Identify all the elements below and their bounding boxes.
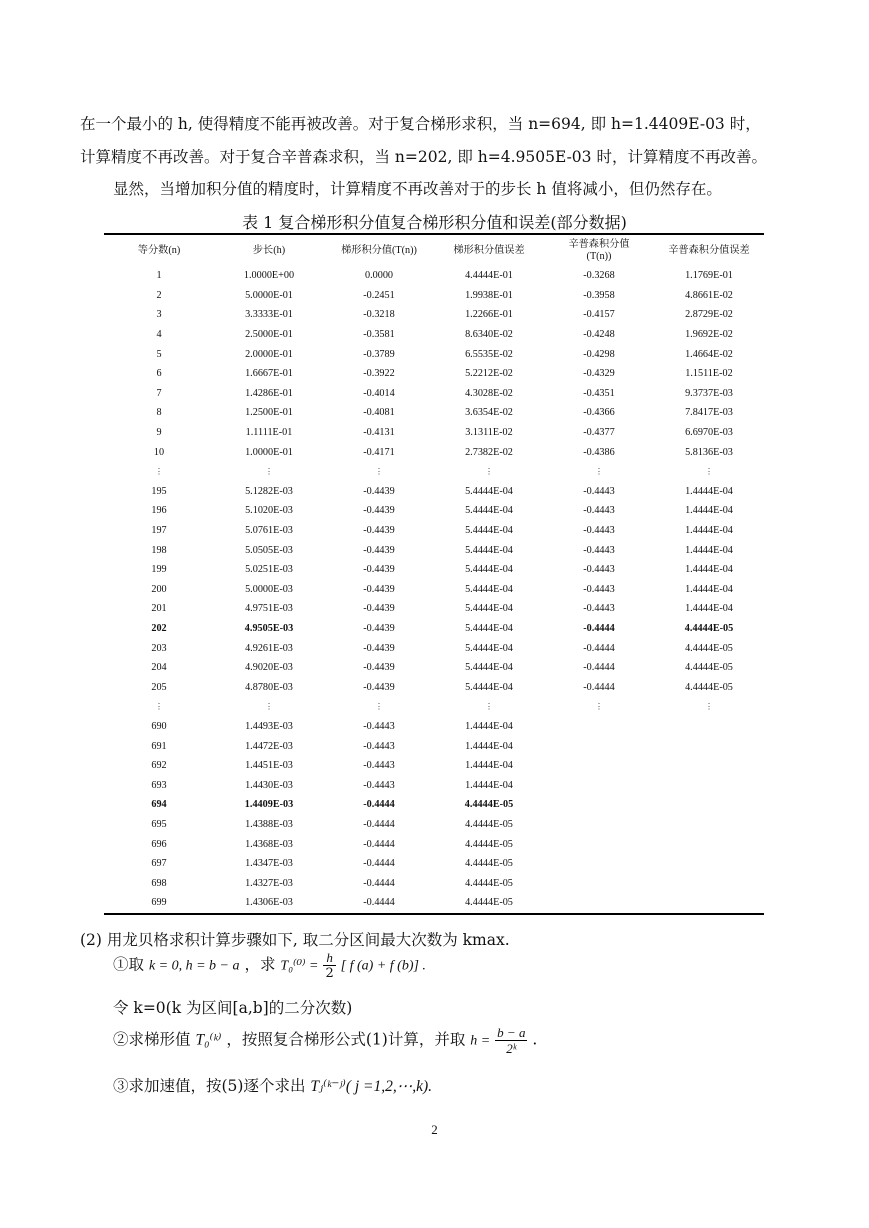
cell-s [544,756,654,776]
cell-h: 1.4388E-03 [245,818,293,830]
cell-t: -0.4443 [363,779,395,791]
cell-n: 694 [151,799,167,811]
table-top-rule [104,233,764,235]
cell-te: 4.4444E-05 [465,838,513,850]
cell-t: -0.4443 [363,740,395,752]
cell-s: -0.4443 [583,505,615,517]
step2-mid: ，按照复合梯形公式(1)计算，并取 [226,1030,466,1049]
cell-t: -0.4444 [363,897,395,909]
cell-n: 698 [151,877,167,889]
cell-t: -0.3922 [363,368,395,380]
step1-frac-den: 2 [325,966,334,981]
cell-s [544,854,654,874]
table-row [104,540,764,560]
table-row [104,854,764,874]
cell-se: 4.4444E-05 [685,642,733,654]
cell-se: 1.4444E-04 [685,603,733,615]
cell-h: ⋮ [265,701,273,711]
cell-te: 1.4444E-04 [465,720,513,732]
cell-se: 7.8417E-03 [685,407,733,419]
table-row [104,305,764,325]
cell-s: -0.4298 [583,348,615,360]
cell-n: 202 [151,622,167,634]
table-ellipsis-row [104,462,764,482]
table-bottom-rule [104,913,764,915]
cell-s [544,795,654,815]
step1b-line: 令 k=0(k 为区间[a,b]的二分次数) [113,999,353,1017]
cell-s: -0.3958 [583,289,615,301]
cell-s: -0.4443 [583,525,615,537]
cell-se: 1.4664E-02 [685,348,733,360]
cell-t: -0.4439 [363,603,395,615]
cell-h: 5.0251E-03 [245,564,293,576]
table-row [104,325,764,345]
cell-s: -0.4443 [583,583,615,595]
cell-s [544,736,654,756]
cell-te: 1.4444E-04 [465,760,513,772]
intro-line-3: 显然，当增加积分值的精度时，计算精度不再改善对于的步长 h 值将减小，但仍然存在。 [113,180,722,198]
cell-t: -0.4081 [363,407,395,419]
table-row [104,775,764,795]
table-row [104,403,764,423]
cell-s: -0.4444 [583,622,615,634]
cell-n: 697 [151,858,167,870]
cell-s [544,893,654,913]
step2-fraction [495,1025,527,1056]
table-row [104,364,764,384]
cell-h: ⋮ [265,466,273,476]
cell-se [654,736,764,756]
cell-n: 1 [156,270,162,282]
step2-frac-num: b − a [497,1025,526,1040]
cell-se: 4.4444E-05 [685,681,733,693]
table-row [104,599,764,619]
cell-te: 4.4444E-05 [465,858,513,870]
cell-n: 693 [151,779,167,791]
cell-t: -0.4439 [363,622,395,634]
cell-te: 4.4444E-01 [465,270,513,282]
cell-h: 1.4451E-03 [245,760,293,772]
step1-prefix: ①取 [113,955,145,974]
cell-s: -0.3268 [583,270,615,282]
table-row [104,266,764,286]
cell-se: 1.1511E-02 [685,368,733,380]
cell-s: -0.4443 [583,603,615,615]
cell-n: 197 [151,525,167,537]
cell-se: 4.4444E-05 [684,622,734,634]
step2-prefix: ②求梯形值 [113,1030,191,1049]
cell-t: -0.4014 [363,387,395,399]
cell-te: 5.4444E-04 [465,564,513,576]
cell-n: 4 [156,329,162,341]
table-ellipsis-row [104,697,764,717]
step1-frac-num: h [323,950,335,966]
cell-t: -0.4131 [363,427,395,439]
cell-h: 1.4327E-03 [245,877,293,889]
cell-n: 205 [151,681,167,693]
cell-n: 196 [151,505,167,517]
cell-h: 1.4472E-03 [245,740,293,752]
cell-se [654,795,764,815]
cell-te: 5.4444E-04 [465,622,513,634]
cell-te: 6.5535E-02 [465,348,513,360]
step1-line [113,950,426,981]
table-row [104,344,764,364]
step2-lhs: h = [470,1033,491,1049]
table-row [104,619,764,639]
cell-h: 1.4306E-03 [245,897,293,909]
cell-s: ⋮ [595,466,603,476]
cell-se [654,873,764,893]
cell-h: 5.0761E-03 [245,525,293,537]
cell-te: 5.4444E-04 [465,544,513,556]
cell-te: 4.4444E-05 [465,897,513,909]
table-row [104,423,764,443]
table-row [104,521,764,541]
cell-t: 0.0000 [364,270,393,282]
cell-s: -0.4157 [583,309,615,321]
cell-n: 195 [151,485,167,497]
cell-se: 1.4444E-04 [685,525,733,537]
cell-s: -0.4248 [583,329,615,341]
step2-sym: T₀⁽ᵏ⁾ [195,1031,222,1049]
cell-te: 5.4444E-04 [465,603,513,615]
cell-n: 204 [151,662,167,674]
cell-se: 2.8729E-02 [685,309,733,321]
cell-te: 5.4444E-04 [465,583,513,595]
step1-lhs: T₀⁽⁰⁾ = [280,958,319,974]
cell-h: 4.8780E-03 [245,681,293,693]
cell-se [654,815,764,835]
step3-line [113,1074,432,1096]
cell-se: 1.9692E-02 [685,329,733,341]
cell-h: 1.4409E-03 [244,799,294,811]
table-row [104,482,764,502]
cell-h: 1.0000E-01 [245,446,293,458]
cell-t: -0.2451 [363,289,395,301]
cell-h: 4.9505E-03 [244,622,294,634]
cell-s: -0.4443 [583,544,615,556]
cell-t: -0.4439 [363,564,395,576]
table-row [104,384,764,404]
cell-te: 8.6340E-02 [465,329,513,341]
cell-h: 1.4430E-03 [245,779,293,791]
cell-t: ⋮ [375,701,383,711]
cell-s: -0.4329 [583,368,615,380]
cell-h: 1.1111E-01 [245,427,293,439]
cell-se [654,756,764,776]
header-simpson: 辛普森积分值 (T(n)) [568,239,630,262]
cell-t: -0.4439 [363,525,395,537]
cell-t: -0.4171 [363,446,395,458]
cell-t: -0.4443 [363,720,395,732]
table-row [104,893,764,913]
table-row [104,442,764,462]
header-simpson-error: 辛普森积分值误差 [668,245,750,256]
cell-s: -0.4443 [583,564,615,576]
cell-te: ⋮ [485,701,493,711]
table-caption: 表 1 复合梯形积分值复合梯形积分值和误差(部分数据) [242,213,627,232]
cell-n: 201 [151,603,167,615]
cell-s: -0.4377 [583,427,615,439]
step3-math: Tⱼ⁽ᵏ⁻ʲ⁾( j =1,2,⋯,k). [310,1078,433,1095]
cell-te: 5.4444E-04 [465,505,513,517]
cell-s: -0.4443 [583,485,615,497]
cell-s [544,834,654,854]
table-row [104,560,764,580]
cell-te: 3.6354E-02 [465,407,513,419]
cell-te: 4.4444E-05 [464,799,514,811]
cell-s: -0.4366 [583,407,615,419]
cell-te: 4.4444E-05 [465,877,513,889]
step1-rhs: [ f (a) + f (b)] . [340,958,426,974]
header-trap-error: 梯形积分值误差 [453,245,525,256]
cell-h: 1.4493E-03 [245,720,293,732]
cell-t: -0.4439 [363,505,395,517]
cell-t: -0.3581 [363,329,395,341]
cell-n: 7 [156,387,162,399]
cell-te: 5.2212E-02 [465,368,513,380]
step2-end: . [532,1030,538,1049]
table-row [104,580,764,600]
cell-s [544,717,654,737]
cell-h: 5.1282E-03 [245,485,293,497]
step2-line [113,1025,537,1056]
step1-math: k = 0, h = b − a [148,958,240,974]
cell-h: 5.0000E-03 [245,583,293,595]
cell-n: 696 [151,838,167,850]
cell-h: 3.3333E-01 [245,309,293,321]
table-row [104,815,764,835]
table-row [104,501,764,521]
table-row [104,873,764,893]
cell-t: -0.4439 [363,681,395,693]
table-row [104,795,764,815]
cell-n: 9 [156,427,162,439]
cell-t: -0.3789 [363,348,395,360]
data-table [104,236,764,913]
cell-n: 5 [156,348,162,360]
table-row [104,286,764,306]
cell-h: 4.9020E-03 [245,662,293,674]
cell-h: 5.0000E-01 [245,289,293,301]
step1-fraction [323,950,335,981]
cell-n: 692 [151,760,167,772]
cell-n: 691 [151,740,167,752]
cell-t: -0.4439 [363,642,395,654]
cell-te: 1.4444E-04 [465,779,513,791]
cell-n: 690 [151,720,167,732]
table-row [104,736,764,756]
cell-se: 1.4444E-04 [685,505,733,517]
cell-n: 2 [156,289,162,301]
cell-s: -0.4351 [583,387,615,399]
cell-n: ⋮ [155,701,163,711]
cell-se: 4.4444E-05 [685,662,733,674]
table-row [104,677,764,697]
cell-t: -0.3218 [363,309,395,321]
cell-n: 6 [156,368,162,380]
intro-line-1: 在一个最小的 h, 使得精度不能再被改善。对于复合梯形求积，当 n=694, 即 h=1.4409E-03 时， [80,115,761,133]
cell-te: 5.4444E-04 [465,642,513,654]
cell-se [654,893,764,913]
cell-h: 2.0000E-01 [245,348,293,360]
cell-t: -0.4439 [363,583,395,595]
cell-te: 4.3028E-02 [465,387,513,399]
cell-se [654,854,764,874]
cell-se: ⋮ [705,701,713,711]
cell-te: ⋮ [485,466,493,476]
page-number: 2 [431,1122,438,1137]
header-trap: 梯形积分值(T(n)) [341,245,417,256]
cell-t: -0.4439 [363,662,395,674]
cell-se: 5.8136E-03 [685,446,733,458]
cell-te: 4.4444E-05 [465,818,513,830]
cell-n: 199 [151,564,167,576]
cell-se: 9.3737E-03 [685,387,733,399]
cell-te: 1.4444E-04 [465,740,513,752]
cell-se: 4.8661E-02 [685,289,733,301]
cell-h: 1.4347E-03 [245,858,293,870]
step2-frac-den: 2ᵏ [506,1041,517,1056]
cell-n: 10 [153,446,165,458]
cell-s: -0.4444 [583,681,615,693]
cell-h: 5.0505E-03 [245,544,293,556]
cell-n: 8 [156,407,162,419]
cell-s [544,775,654,795]
cell-t: -0.4444 [363,799,395,811]
cell-te: 2.7382E-02 [465,446,513,458]
cell-t: -0.4444 [363,877,395,889]
cell-h: 1.2500E-01 [245,407,293,419]
cell-h: 1.4286E-01 [245,387,293,399]
cell-n: 198 [151,544,167,556]
cell-te: 5.4444E-04 [465,485,513,497]
cell-se [654,775,764,795]
step3-prefix: ③求加速值，按(5)逐个求出 [113,1077,306,1095]
header-n: 等分数(n) [137,245,181,256]
cell-se: 1.4444E-04 [685,564,733,576]
cell-t: -0.4443 [363,760,395,772]
section2-heading: (2) 用龙贝格求积计算步骤如下, 取二分区间最大次数为 kmax. [80,931,510,949]
cell-te: 5.4444E-04 [465,681,513,693]
cell-te: 5.4444E-04 [465,662,513,674]
table-row [104,756,764,776]
cell-te: 5.4444E-04 [465,525,513,537]
cell-se [654,834,764,854]
cell-t: -0.4444 [363,858,395,870]
cell-h: 4.9261E-03 [245,642,293,654]
intro-line-2: 计算精度不再改善。对于复合辛普森求积，当 n=202, 即 h=4.9505E-03 时，计算精度不再改善。 [80,148,767,166]
cell-h: 1.6667E-01 [245,368,293,380]
cell-se: 1.4444E-04 [685,544,733,556]
step1-mid: ，求 [244,955,276,974]
cell-te: 3.1311E-02 [465,427,513,439]
cell-n: 695 [151,818,167,830]
cell-n: 200 [151,583,167,595]
cell-n: 3 [156,309,162,321]
cell-te: 1.9938E-01 [465,289,513,301]
cell-s: -0.4444 [583,642,615,654]
cell-n: 699 [151,897,167,909]
cell-h: 2.5000E-01 [245,329,293,341]
header-h: 步长(h) [252,245,286,256]
cell-t: -0.4444 [363,838,395,850]
cell-n: 203 [151,642,167,654]
cell-s [544,873,654,893]
table-row [104,638,764,658]
cell-se: 1.1769E-01 [685,270,733,282]
cell-h: 1.4368E-03 [245,838,293,850]
cell-s [544,815,654,835]
cell-t: ⋮ [375,466,383,476]
cell-se [654,717,764,737]
cell-t: -0.4439 [363,544,395,556]
cell-n: ⋮ [155,466,163,476]
cell-s: ⋮ [595,701,603,711]
table-row [104,658,764,678]
cell-s: -0.4386 [583,446,615,458]
table-row [104,834,764,854]
table-header-row [104,236,764,266]
cell-se: ⋮ [705,466,713,476]
table-body [104,266,764,913]
cell-se: 1.4444E-04 [685,485,733,497]
cell-t: -0.4444 [363,818,395,830]
cell-te: 1.2266E-01 [465,309,513,321]
cell-h: 5.1020E-03 [245,505,293,517]
cell-h: 4.9751E-03 [245,603,293,615]
cell-s: -0.4444 [583,662,615,674]
cell-se: 6.6970E-03 [685,427,733,439]
cell-se: 1.4444E-04 [685,583,733,595]
cell-h: 1.0000E+00 [243,270,295,282]
cell-t: -0.4439 [363,485,395,497]
table-row [104,717,764,737]
